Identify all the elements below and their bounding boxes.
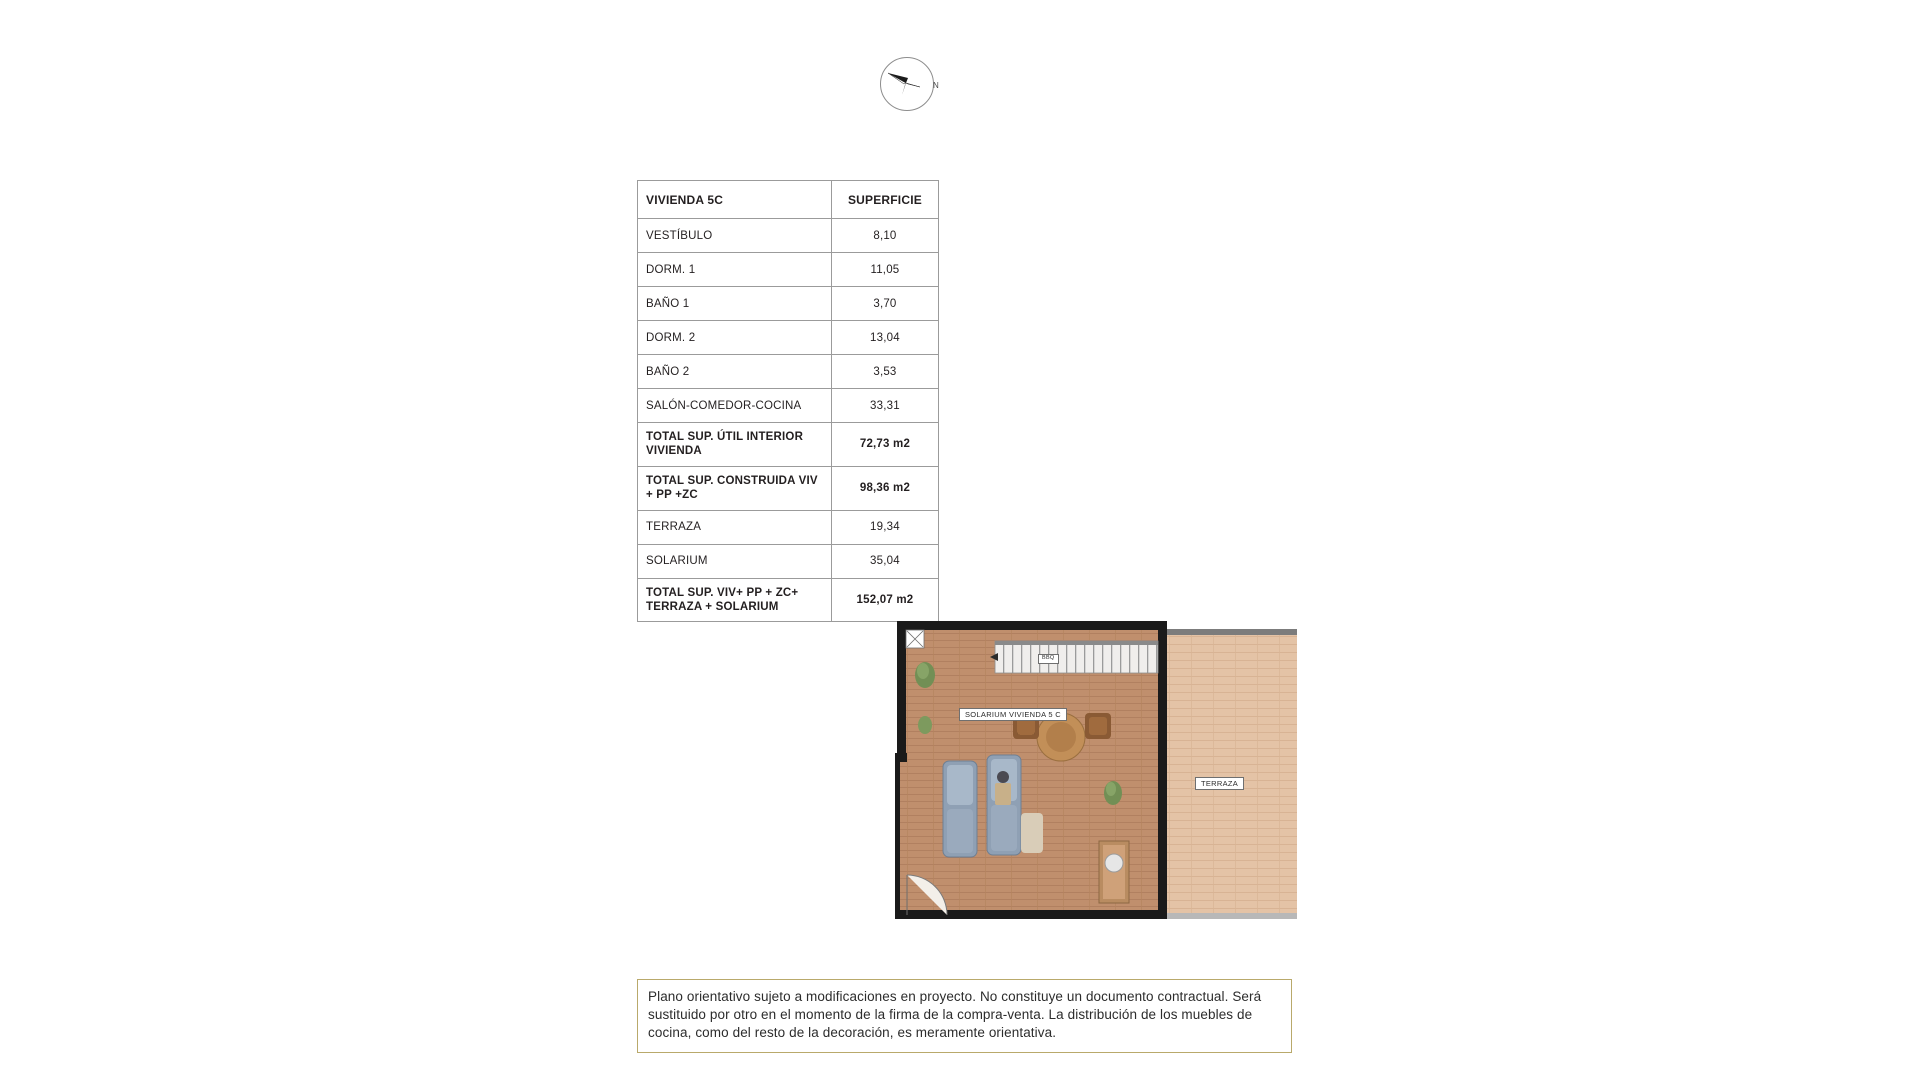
outdoor-shower-unit	[1099, 841, 1129, 903]
table-row	[638, 544, 939, 578]
sun-lounger-left	[943, 761, 977, 857]
disclaimer-text: Plano orientativo sujeto a modificaciones en proyecto. No constituye un documento contractual. Será sustituido por otro en el momento de la firma de la compra-venta. La distribución de los muebles de cocina, como del resto de la decoración, es meramente orientativa.	[648, 989, 1262, 1040]
room-area: 33,31	[831, 389, 938, 423]
compass-north-icon	[880, 57, 932, 109]
total-name: TOTAL SUP. VIV+ PP + ZC+ TERRAZA + SOLARIUM	[638, 578, 832, 622]
floor-plan-drawing	[895, 613, 1315, 958]
compass-rose	[880, 57, 939, 113]
table-row-total	[638, 423, 939, 467]
room-name: TERRAZA	[638, 510, 832, 544]
table-row	[638, 355, 939, 389]
table-header-row	[638, 181, 939, 219]
plan-svg	[895, 613, 1315, 958]
table-row	[638, 389, 939, 423]
room-name: BAÑO 1	[638, 287, 832, 321]
table-row	[638, 219, 939, 253]
room-area: 35,04	[831, 544, 938, 578]
room-name: BAÑO 2	[638, 355, 832, 389]
room-area: 8,10	[831, 219, 938, 253]
room-name: SALÓN-COMEDOR-COCINA	[638, 389, 832, 423]
total-area: 98,36 m2	[831, 466, 938, 510]
side-table	[1021, 813, 1043, 853]
solarium-label: SOLARIUM VIVIENDA 5 C	[959, 708, 1067, 721]
table-header-name: VIVIENDA 5C	[638, 181, 832, 219]
room-area: 13,04	[831, 321, 938, 355]
wall-corner-marker	[906, 630, 924, 648]
surface-table	[637, 180, 939, 622]
compass-north-label: N	[933, 81, 939, 90]
table-header-value: SUPERFICIE	[831, 181, 938, 219]
table-row	[638, 287, 939, 321]
total-area: 152,07 m2	[831, 578, 938, 622]
room-area: 19,34	[831, 510, 938, 544]
room-area: 11,05	[831, 253, 938, 287]
table-row	[638, 253, 939, 287]
terraza-label: TERRAZA	[1195, 777, 1244, 790]
total-name: TOTAL SUP. CONSTRUIDA VIV + PP +ZC	[638, 466, 832, 510]
room-name: SOLARIUM	[638, 544, 832, 578]
room-area: 3,53	[831, 355, 938, 389]
table-row	[638, 510, 939, 544]
bbq-label: BBQ	[1038, 654, 1059, 664]
room-name: DORM. 2	[638, 321, 832, 355]
total-name: TOTAL SUP. ÚTIL INTERIOR VIVIENDA	[638, 423, 832, 467]
sun-lounger-right	[987, 755, 1021, 855]
room-name: VESTÍBULO	[638, 219, 832, 253]
table-row	[638, 321, 939, 355]
disclaimer-box	[637, 979, 1292, 1053]
table-row-total	[638, 466, 939, 510]
terrace-area	[1167, 629, 1297, 919]
room-area: 3,70	[831, 287, 938, 321]
total-area: 72,73 m2	[831, 423, 938, 467]
room-name: DORM. 1	[638, 253, 832, 287]
pergola-bbq-zone	[990, 641, 1158, 673]
surface-table-body	[638, 181, 939, 622]
table-row-total	[638, 578, 939, 622]
